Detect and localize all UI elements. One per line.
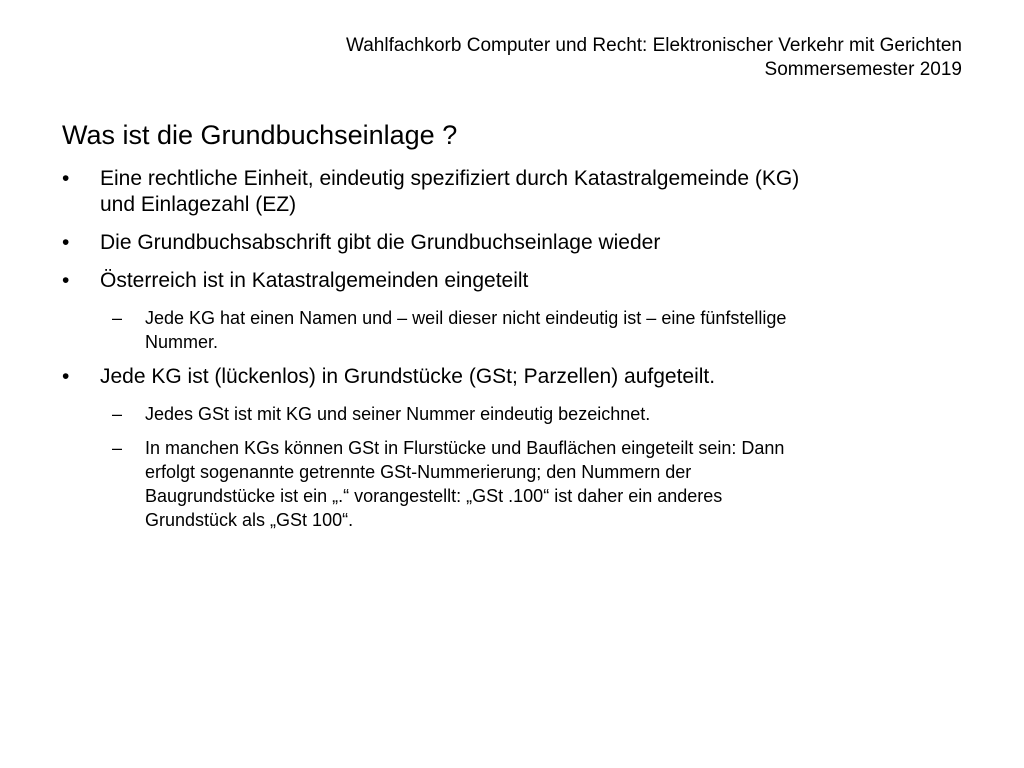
bullet-item: [62, 268, 962, 294]
bullet-marker: •: [62, 231, 70, 254]
sub-bullet-line: Baugrundstücke ist ein „.“ vorangestellt: „GSt .100“ ist daher ein anderes: [145, 486, 723, 506]
sub-bullet-line: Nummer.: [145, 332, 219, 352]
bullet-marker: •: [62, 365, 70, 388]
bullet-line: Eine rechtliche Einheit, eindeutig spezifiziert durch Katastralgemeinde (KG): [100, 167, 800, 190]
sub-bullet-line: Jede KG hat einen Namen und – weil dieser nicht eindeutig ist – eine fünfstellige: [145, 308, 787, 328]
dash-marker: –: [112, 438, 123, 458]
bullet-line: Österreich ist in Katastralgemeinden eingeteilt: [100, 269, 529, 292]
slide-header: [346, 34, 962, 82]
bullet-item: [62, 230, 962, 256]
semester-label: Sommersemester 2019: [764, 59, 962, 80]
sub-bullet-item: [62, 306, 962, 354]
sub-bullet-line: In manchen KGs können GSt in Flurstücke und Bauflächen eingeteilt sein: Dann: [145, 438, 785, 458]
sub-bullet-line: Grundstück als „GSt 100“.: [145, 510, 354, 530]
sub-bullet-line: Jedes GSt ist mit KG und seiner Nummer eindeutig bezeichnet.: [145, 404, 651, 424]
slide-title: Was ist die Grundbuchseinlage ?: [62, 120, 458, 150]
bullet-line: Jede KG ist (lückenlos) in Grundstücke (GSt; Parzellen) aufgeteilt.: [100, 365, 716, 388]
bullet-line: Die Grundbuchsabschrift gibt die Grundbuchseinlage wieder: [100, 231, 661, 254]
bullet-item: [62, 364, 962, 390]
sub-bullet-item: [62, 402, 962, 426]
sub-bullet-line: erfolgt sogenannte getrennte GSt-Nummerierung; den Nummern der: [145, 462, 692, 482]
bullet-line: und Einlagezahl (EZ): [100, 193, 297, 216]
course-title: Wahlfachkorb Computer und Recht: Elektronischer Verkehr mit Gerichten: [345, 35, 962, 56]
bullet-marker: •: [62, 269, 70, 292]
sub-bullet-item: [62, 436, 962, 532]
bullet-list: [62, 166, 962, 542]
dash-marker: –: [112, 308, 123, 328]
bullet-marker: •: [62, 167, 70, 190]
dash-marker: –: [112, 404, 123, 424]
bullet-item: [62, 166, 962, 218]
